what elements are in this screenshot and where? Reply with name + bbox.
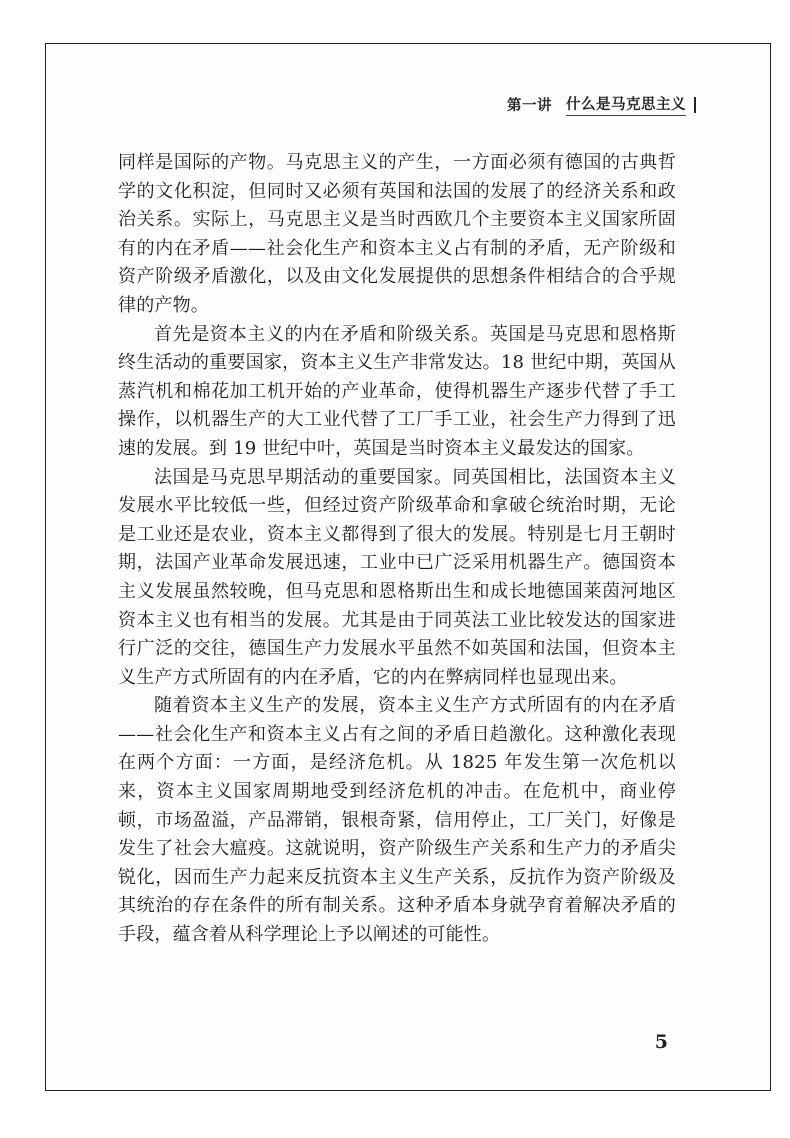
paragraph-france: 法国是马克思早期活动的重要国家。同英国相比，法国资本主义发展水平比较低一些，但经过资产阶级革命和拿破仑统治时期，无论是工业还是农业，资本主义都得到了很大的发展。特别是七月王朝时期，法国产业革命发展迅速，工业中已广泛采用机器生产。德国资本主义发展虽然较晚，但马克思和恩格斯出生和成长地德国莱茵河地区资本主义也有相当的发展。尤其是由于同英法工业比较发达的国家进行广泛的交往，德国生产力发展水平虽然不如英国和法国，但资本主义生产方式所固有的内在矛盾，它的内在弊病同样也显现出来。 (118, 466, 676, 688)
paragraph-continued: 同样是国际的产物。马克思主义的产生，一方面必须有德国的古典哲学的文化积淀，但同时又必须有英国和法国的发展了的经济关系和政治关系。实际上，马克思主义是当时西欧几个主要资本主义国家所固有的内在矛盾——社会化生产和资本主义占有制的矛盾，无产阶级和资产阶级矛盾激化，以及由文化发展提供的思想条件相结合的合乎规律的产物。 (118, 152, 676, 316)
chapter-number: 第一讲 (507, 98, 552, 114)
body-text (118, 149, 676, 950)
page-number: 5 (654, 1031, 668, 1053)
paragraph-capitalist-contradiction: 随着资本主义生产的发展，资本主义生产方式所固有的内在矛盾——社会化生产和资本主义占有之间的矛盾日趋激化。这种激化表现在两个方面：一方面，是经济危机。从 1825 年发生第一次危机以来，资本主义国家周期地受到经济危机的冲击。在危机中，商业停顿，市场盈溢，产品滞销，银根奇紧，信用停止，工厂关门，好像是发生了社会大瘟疫。这就说明，资产阶级生产关系和生产力的矛盾尖锐化，因而生产力起来反抗资本主义生产关系，反抗作为资产阶级及其统治的存在条件的所有制关系。这种矛盾本身就孕育着解决矛盾的手段，蕴含着从科学理论上予以阐述的可能性。 (118, 695, 676, 946)
paragraph-england: 首先是资本主义的内在矛盾和阶级关系。英国是马克思和恩格斯终生活动的重要国家，资本主义生产非常发达。18 世纪中期，英国从蒸汽机和棉花加工机开始的产业革命，使得机器生产逐步代替了手工操作，以机器生产的大工业代替了工厂手工业，社会生产力得到了迅速的发展。到 19 世纪中叶，英国是当时资本主义最发达的国家。 (118, 323, 676, 459)
header-divider-bar (694, 97, 696, 113)
chapter-title: 什么是马克思主义 (566, 93, 686, 116)
running-header (507, 93, 696, 116)
